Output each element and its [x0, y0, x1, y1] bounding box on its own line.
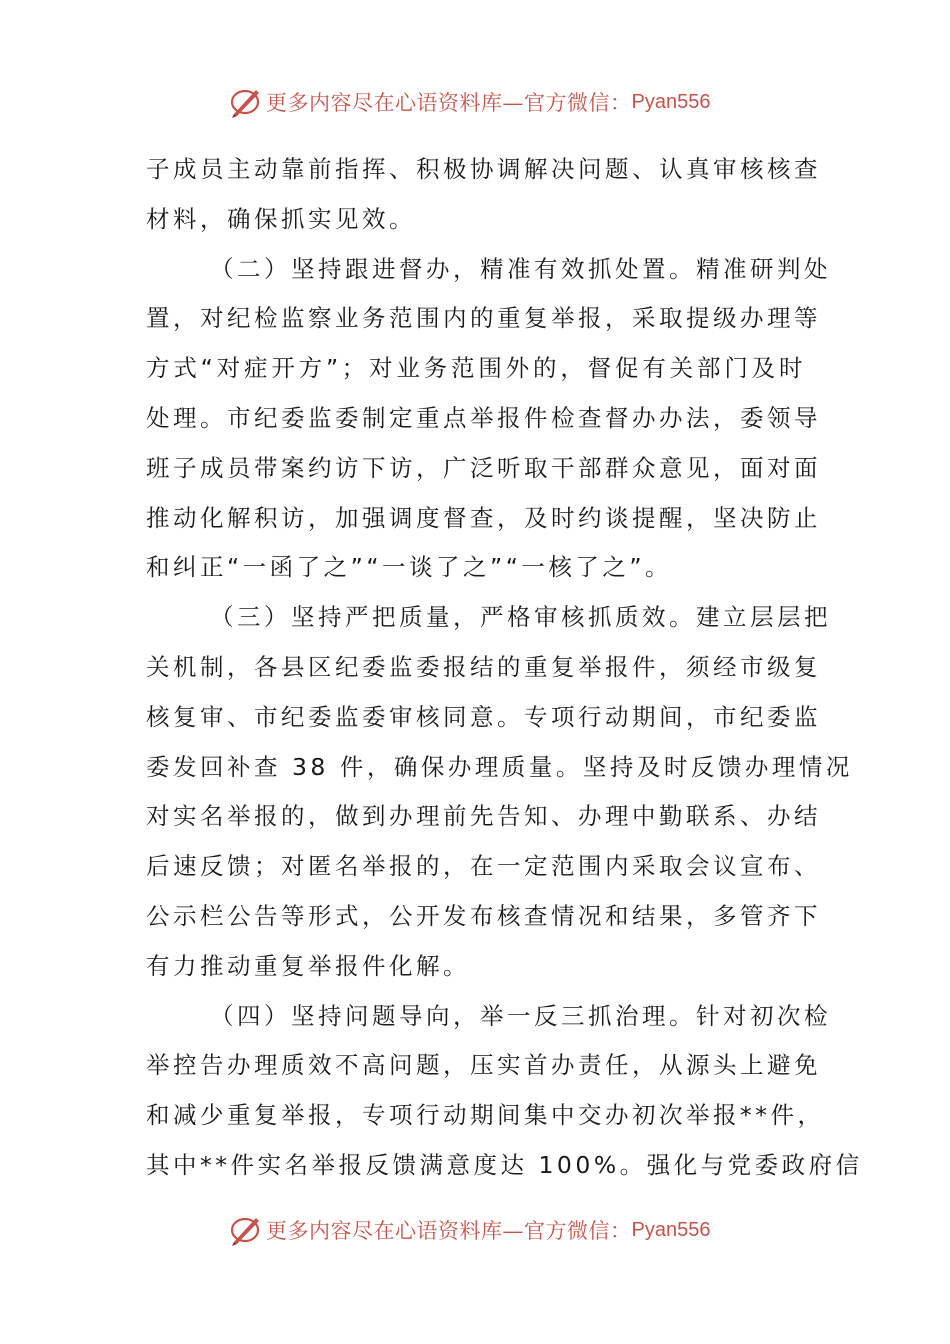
text-line: 班子成员带案约访下访，广泛听取干部群众意见，面对面 [146, 453, 821, 482]
paragraph [146, 593, 853, 991]
footer-watermark [228, 1210, 710, 1250]
document-body [146, 145, 863, 1191]
text-line: 委发回补查 38 件，确保办理质量。坚持及时反馈办理情况 [146, 752, 853, 781]
text-line: 核复审、市纪委监委审核同意。专项行动期间，市纪委监 [146, 702, 821, 731]
text-line: 和减少重复举报，专项行动期间集中交办初次举报**件， [146, 1101, 825, 1130]
watermark-text: 更多内容尽在心语资料库—官方微信： [266, 91, 632, 115]
paragraph [146, 245, 831, 594]
text-line: 有力推动重复举报件化解。 [146, 951, 470, 980]
watermark-text: 更多内容尽在心语资料库—官方微信： [266, 1219, 632, 1243]
pen-logo-icon [228, 1212, 264, 1248]
text-line: 对实名举报的，做到办理前先告知、办理中勤联系、办结 [146, 802, 821, 831]
text-line: 子成员主动靠前指挥、积极协调解决问题、认真审核核查 [146, 155, 821, 183]
text-line: 举控告办理质效不高问题，压实首办责任，从源头上避免 [146, 1051, 821, 1080]
text-line: 推动化解积访，加强调度督查，及时约谈提醒，坚决防止 [146, 503, 821, 532]
text-line: 后速反馈；对匿名举报的，在一定范围内采取会议宣布、 [146, 852, 821, 881]
text-line: 材料，确保抓实见效。 [146, 204, 416, 233]
text-line: （四）坚持问题导向，举一反三抓治理。针对初次检 [210, 1001, 831, 1030]
text-line: （二）坚持跟进督办，精准有效抓处置。精准研判处 [210, 254, 831, 283]
text-line: （三）坚持严把质量，严格审核抓质效。建立层层把 [210, 603, 831, 632]
text-line: 处理。市纪委监委制定重点举报件检查督办办法，委领导 [146, 403, 821, 432]
text-line: 方式“对症开方”；对业务范围外的，督促有关部门及时 [146, 354, 806, 383]
text-line: 其中**件实名举报反馈满意度达 100%。强化与党委政府信 [146, 1150, 863, 1179]
paragraph [146, 992, 863, 1191]
watermark-wechat-id: Pyan556 [631, 90, 711, 113]
header-watermark [228, 82, 710, 122]
watermark-wechat-id: Pyan556 [631, 1218, 711, 1241]
text-line: 置，对纪检监察业务范围内的重复举报，采取提级办理等 [146, 304, 821, 333]
pen-logo-icon [228, 84, 264, 120]
text-line: 公示栏公告等形式，公开发布核查情况和结果，多管齐下 [146, 901, 821, 930]
text-line: 和纠正“一函了之”“一谈了之”“一核了之”。 [146, 553, 673, 582]
paragraph [146, 145, 821, 245]
text-line: 关机制，各县区纪委监委报结的重复举报件，须经市级复 [146, 652, 821, 681]
